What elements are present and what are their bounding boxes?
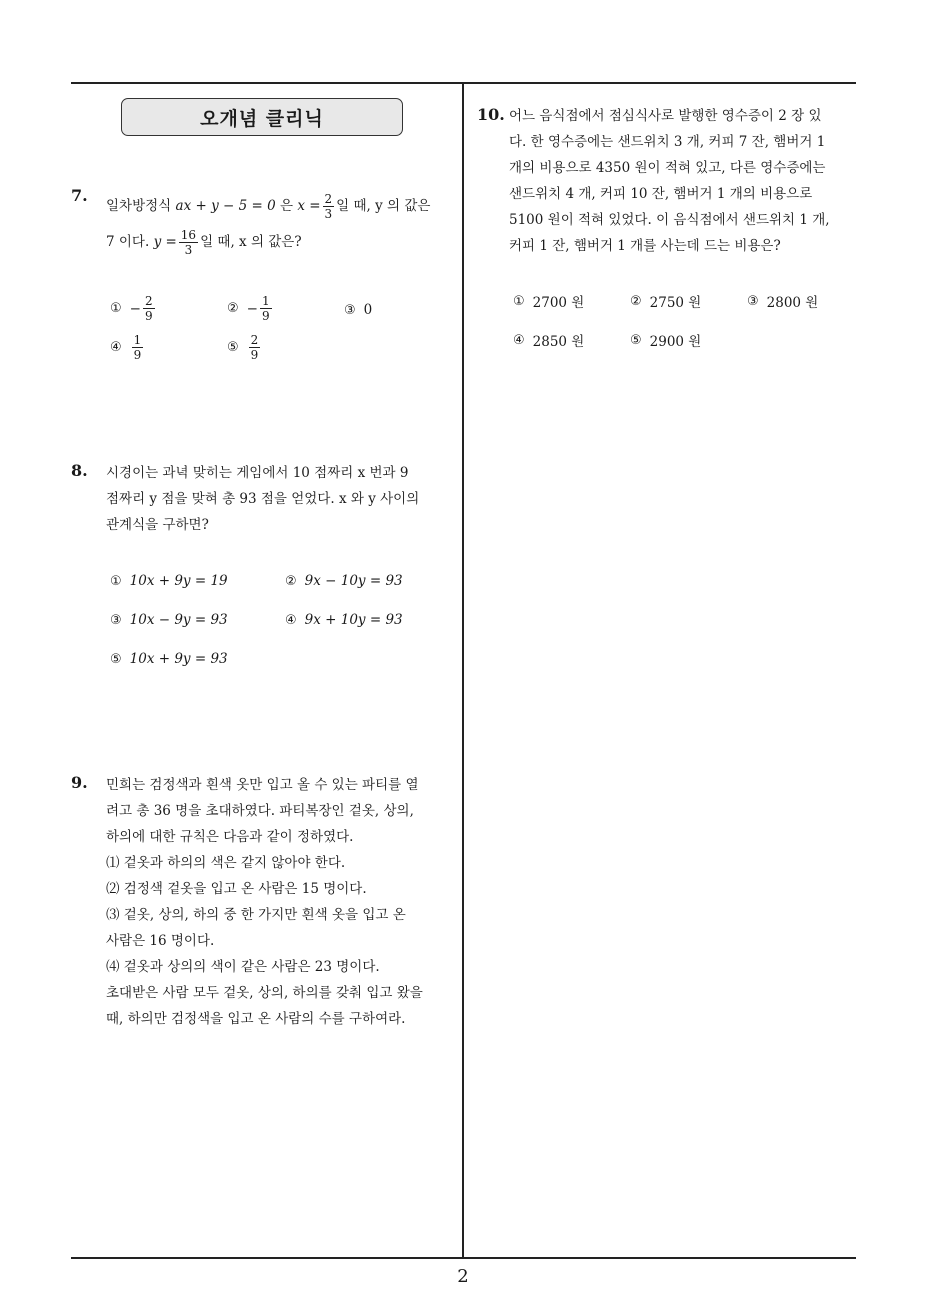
q7-text: [106, 190, 456, 258]
q7-y-eq: y =: [153, 234, 177, 250]
q10-line: 어느 음식점에서 점심식사로 발행한 영수증이 2 장 있: [509, 108, 822, 124]
q8-number: 8.: [71, 461, 88, 480]
q10-line: 샌드위치 4 개, 커피 10 잔, 햄버거 1 개의 비용으로: [509, 186, 813, 202]
q7-x-eq: x =: [297, 198, 321, 214]
q10-choice-2[interactable]: ② 2750 원: [630, 293, 702, 311]
q10-choice-1[interactable]: ① 2700 원: [513, 293, 585, 311]
q9-line: 때, 하의만 검정색을 입고 온 사람의 수를 구하여라.: [106, 1011, 406, 1027]
section-banner: [121, 98, 403, 136]
q9-rule-2: ⑵ 검정색 겉옷을 입고 온 사람은 15 명이다.: [106, 881, 367, 897]
q7-number: 7.: [71, 186, 88, 205]
q10-choice-5[interactable]: ⑤ 2900 원: [630, 332, 702, 350]
q8-choice-4[interactable]: ④ 9x + 10y = 93: [285, 612, 403, 628]
q7-text-d: 7 이다.: [106, 234, 150, 250]
q7-choice-3[interactable]: ③ 0: [344, 302, 373, 318]
q7-choice-2[interactable]: ② − $\frac{1}{9}$: [227, 294, 270, 323]
q8-choice-1[interactable]: ① 10x + 9y = 19: [110, 573, 228, 589]
q10-choice-4[interactable]: ④ 2850 원: [513, 332, 585, 350]
q9-line: 사람은 16 명이다.: [106, 933, 215, 949]
q9-line: 민희는 검정색과 흰색 옷만 입고 올 수 있는 파티를 열: [106, 777, 419, 793]
banner-title: 오개념 클리닉: [200, 107, 324, 130]
q10-text: [509, 103, 859, 259]
q7-text-c: 일 때, y 의 값은: [336, 198, 431, 214]
top-rule: [71, 82, 856, 84]
q10-line: 커피 1 잔, 햄버거 1 개를 사는데 드는 비용은?: [509, 238, 781, 254]
q9-rule-1: ⑴ 겉옷과 하의의 색은 같지 않아야 한다.: [106, 855, 346, 871]
q9-rule-4: ⑷ 겉옷과 상의의 색이 같은 사람은 23 명이다.: [106, 959, 380, 975]
q8-line: 관계식을 구하면?: [106, 517, 209, 533]
q7-frac-2-3: $\frac{2}{3}$: [324, 191, 333, 221]
q8-line: 시경이는 과녁 맞히는 게임에서 10 점짜리 x 번과 9: [106, 465, 409, 481]
bottom-rule: [71, 1257, 856, 1259]
q7-choice-4[interactable]: ④ $\frac{1}{9}$: [110, 333, 142, 362]
q10-number: 10.: [477, 105, 505, 124]
q7-equation: ax + y − 5 = 0: [175, 198, 276, 214]
q9-text: [106, 772, 456, 1032]
q7-frac-16-3: $\frac{16}{3}$: [180, 227, 197, 257]
q8-choice-2[interactable]: ② 9x − 10y = 93: [285, 573, 403, 589]
q8-choice-3[interactable]: ③ 10x − 9y = 93: [110, 612, 228, 628]
q9-line: 초대받은 사람 모두 겉옷, 상의, 하의를 갖춰 입고 왔을: [106, 985, 423, 1001]
page-number: 2: [457, 1266, 469, 1287]
q10-line: 5100 원이 적혀 있었다. 이 음식점에서 샌드위치 1 개,: [509, 212, 830, 228]
q8-choice-5[interactable]: ⑤ 10x + 9y = 93: [110, 651, 228, 667]
q7-text-e: 일 때, x 의 값은?: [200, 234, 302, 250]
q7-choice-5[interactable]: ⑤ $\frac{2}{9}$: [227, 333, 259, 362]
q9-line: 려고 총 36 명을 초대하였다. 파티복장인 겉옷, 상의,: [106, 803, 414, 819]
q9-number: 9.: [71, 773, 88, 792]
q9-rule-3: ⑶ 겉옷, 상의, 하의 중 한 가지만 흰색 옷을 입고 온: [106, 907, 406, 923]
q7-choice-1[interactable]: ① − $\frac{2}{9}$: [110, 294, 153, 323]
q9-line: 하의에 대한 규칙은 다음과 같이 정하였다.: [106, 829, 354, 845]
q10-line: 다. 한 영수증에는 샌드위치 3 개, 커피 7 잔, 햄버거 1: [509, 134, 826, 150]
column-divider: [462, 82, 464, 1258]
q8-line: 점짜리 y 점을 맞혀 총 93 점을 얻었다. x 와 y 사이의: [106, 491, 420, 507]
q7-text-a: 일차방정식: [106, 198, 172, 214]
q10-choice-3[interactable]: ③ 2800 원: [747, 293, 819, 311]
q8-text: [106, 460, 456, 538]
q10-line: 개의 비용으로 4350 원이 적혀 있고, 다른 영수증에는: [509, 160, 826, 176]
q7-text-b: 은: [279, 198, 294, 214]
